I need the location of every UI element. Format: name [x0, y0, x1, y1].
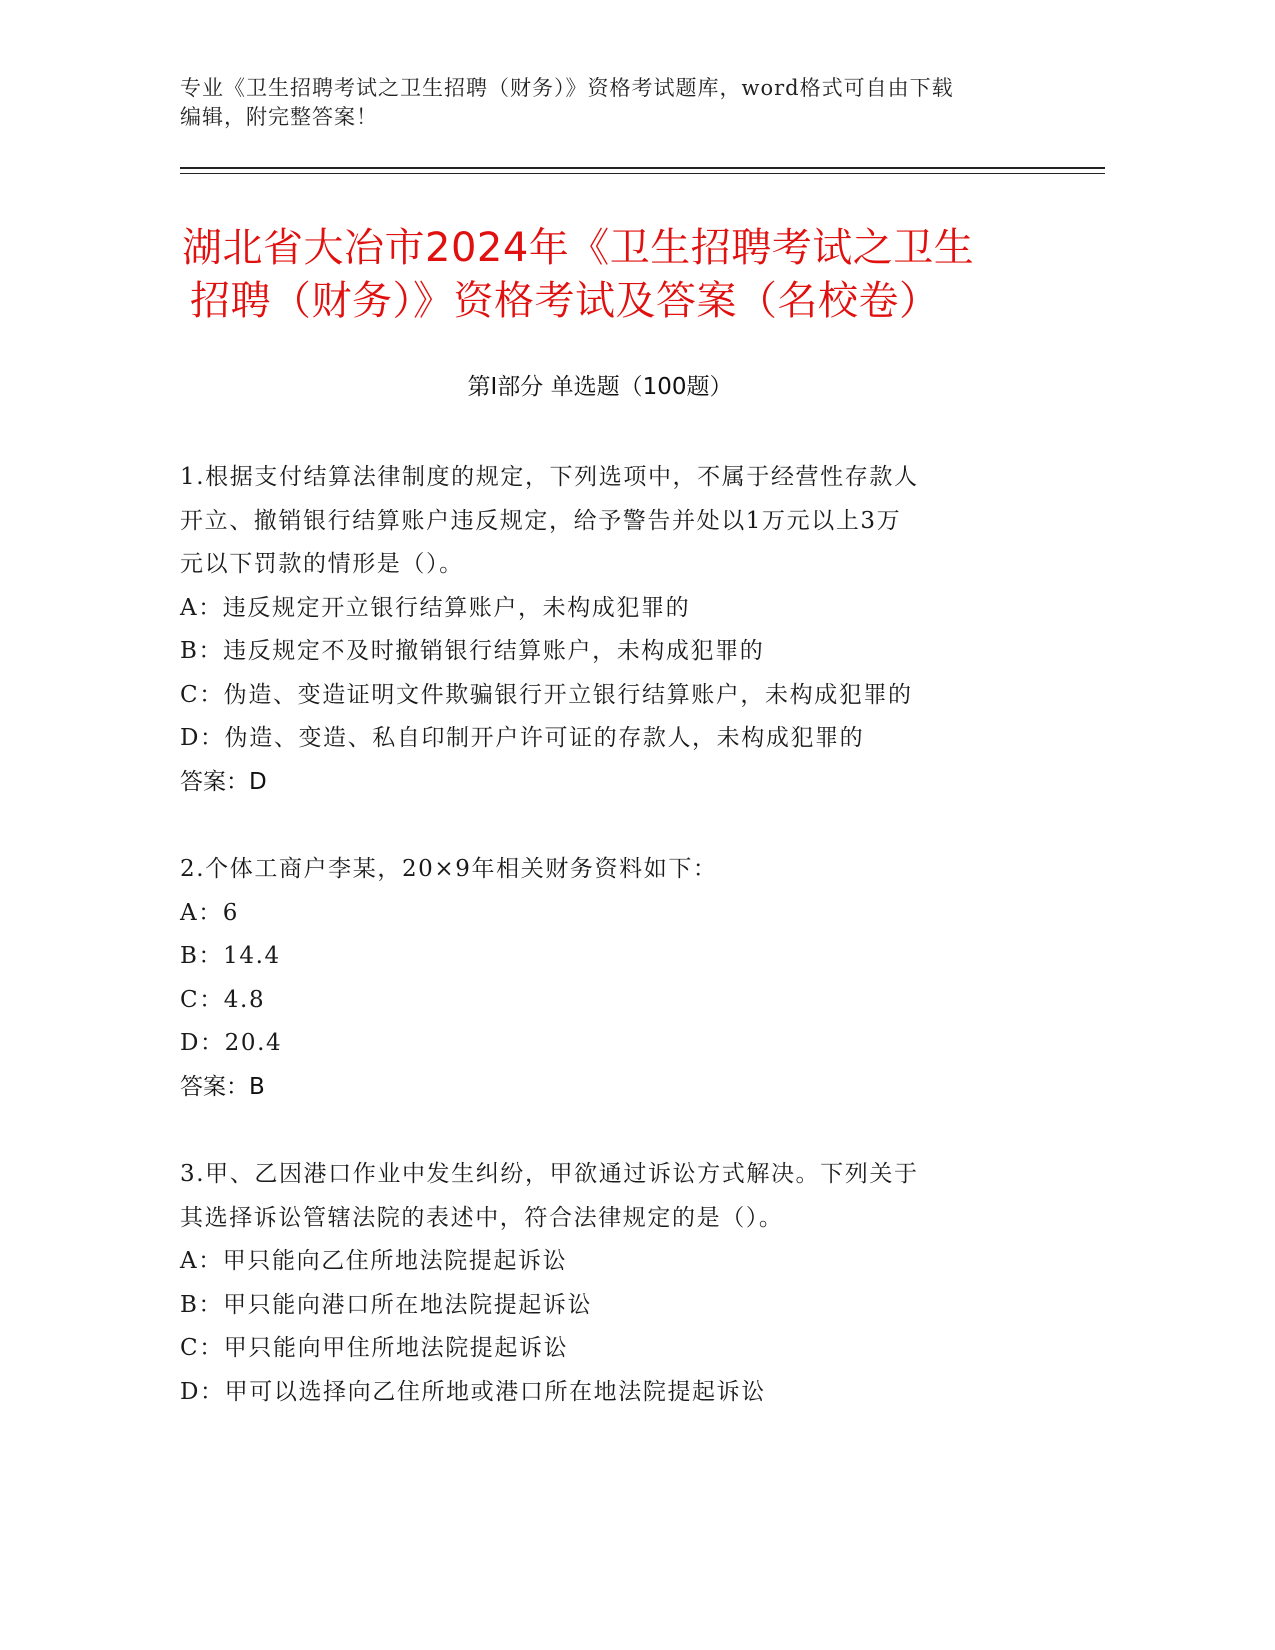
option-a: A：违反规定开立银行结算账户，未构成犯罪的 [180, 594, 691, 621]
header-note [180, 74, 1060, 132]
option-d: D：20.4 [180, 1030, 283, 1056]
question-stem-line: 3.甲、乙因港口作业中发生纠纷，甲欲通过诉讼方式解决。下列关于 [180, 1161, 919, 1187]
option-d: D：伪造、变造、私自印制开户许可证的存款人，未构成犯罪的 [180, 725, 865, 751]
question-2 [180, 848, 1040, 1109]
document-title-line-2: 招聘（财务）》资格考试及答案（名校卷） [190, 278, 940, 324]
option-c: C：伪造、变造证明文件欺骗银行开立银行结算账户，未构成犯罪的 [180, 681, 913, 708]
question-stem-line: 2.个体工商户李某，20×9年相关财务资料如下： [180, 856, 718, 882]
question-3 [180, 1153, 1040, 1414]
option-a: A：甲只能向乙住所地法院提起诉讼 [180, 1248, 568, 1274]
answer: 答案：B [180, 1073, 265, 1100]
question-1 [180, 456, 1040, 804]
answer: 答案：D [180, 768, 267, 795]
question-list [180, 456, 1040, 1458]
option-b: B：甲只能向港口所在地法院提起诉讼 [180, 1291, 593, 1318]
question-stem-line: 开立、撤销银行结算账户违反规定，给予警告并处以1万元以上3万 [180, 507, 902, 534]
option-c: C：4.8 [180, 986, 266, 1013]
header-note-line-2: 编辑，附完整答案！ [180, 105, 378, 129]
header-note-line-1: 专业《卫生招聘考试之卫生招聘（财务）》资格考试题库，word格式可自由下载 [180, 76, 954, 100]
question-stem-line: 元以下罚款的情形是（）。 [180, 551, 464, 577]
option-a: A：6 [180, 899, 240, 926]
document-title [182, 222, 1082, 328]
header-rule-thick [180, 167, 1105, 169]
document-title-line-1: 湖北省大冶市2024年《卫生招聘考试之卫生 [182, 225, 975, 271]
option-d: D：甲可以选择向乙住所地或港口所在地法院提起诉讼 [180, 1378, 766, 1405]
header-rule-thin [180, 173, 1105, 174]
question-stem-line: 其选择诉讼管辖法院的表述中，符合法律规定的是（）。 [180, 1204, 784, 1231]
section-heading: 第Ⅰ部分 单选题（100题） [467, 374, 733, 400]
option-b: B：违反规定不及时撤销银行结算账户，未构成犯罪的 [180, 638, 765, 664]
question-stem-line: 1.根据支付结算法律制度的规定，下列选项中，不属于经营性存款人 [180, 464, 919, 490]
option-b: B：14.4 [180, 943, 281, 969]
option-c: C：甲只能向甲住所地法院提起诉讼 [180, 1335, 569, 1361]
